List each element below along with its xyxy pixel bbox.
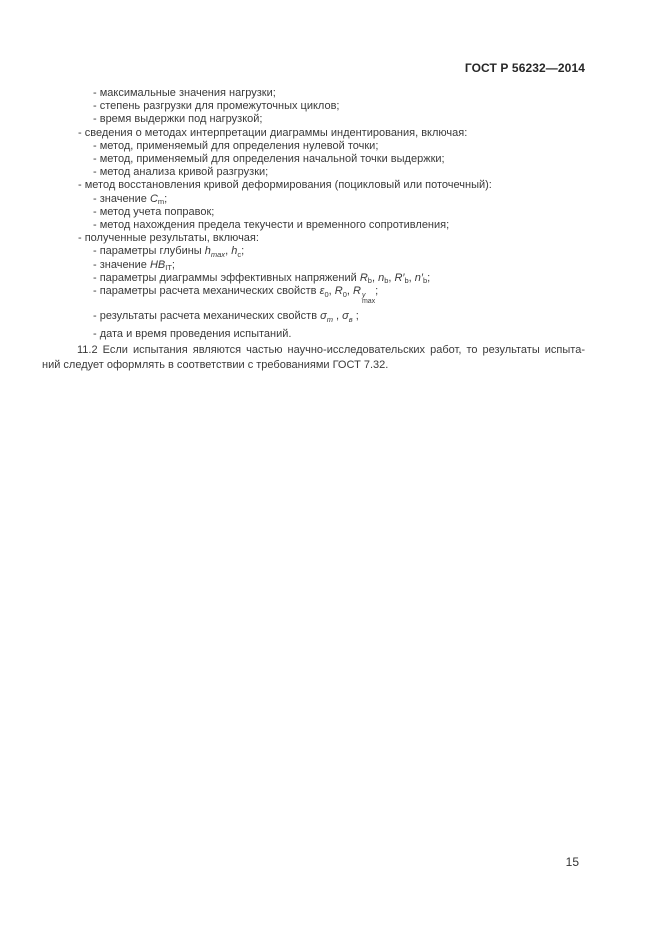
list-item [42,219,585,232]
text-segment: - метод нахождения предела текучести и временного сопротивления; [93,219,450,232]
text-segment: σ [342,310,349,323]
text-segment: , [225,245,232,258]
text-segment: - значение [93,258,150,271]
text-segment: C [149,192,158,205]
text-segment: b [422,276,428,286]
text-segment: R [359,271,368,284]
text-segment: R′ [394,271,405,284]
text-segment: ; [375,285,379,298]
text-segment: n [378,271,385,284]
text-segment: - сведения о методах интерпретации диаграммы индентирования, включая: [78,126,468,139]
text-segment: b [384,276,389,286]
text-segment: ε [319,285,325,298]
text-segment: ; [164,192,168,205]
text-segment: - метод учета поправок; [93,205,215,218]
list-item [42,153,585,166]
text-segment: max [210,249,226,259]
text-segment: ; [241,245,245,258]
text-segment: σ [320,310,327,323]
text-segment: - параметры диаграммы эффективных напряжений [93,271,360,284]
text-segment: в [348,314,353,324]
document-header-gost-number: ГОСТ Р 56232—2014 [464,61,585,75]
list-item [42,166,585,179]
text-segment: c [237,249,242,259]
list-item [42,179,585,192]
text-segment: - степень разгрузки для промежуточных циклов; [93,100,340,113]
text-segment: h [204,245,211,258]
text-segment: , [328,285,335,298]
text-segment: , [388,271,395,284]
text-segment: 0 [324,289,329,299]
text-segment: b [404,276,409,286]
text-segment: ; [427,271,431,284]
list-item [42,245,585,258]
text-segment: IT [165,263,172,273]
text-segment: m [157,197,165,207]
list-item [42,272,585,285]
list-item [42,310,585,323]
list-item [42,285,585,305]
text-segment: ; [171,258,175,271]
text-segment: - параметры глубины [93,245,205,258]
text-segment: HB [149,258,166,271]
text-segment: - метод, применяемый для определения нулевой точки; [93,139,379,152]
text-segment: т [326,314,333,324]
list-item [42,232,585,245]
list-item [42,100,585,113]
sup-sub-symbol: y max [361,292,376,306]
text-segment: - дата и время проведения испытаний. [93,328,292,341]
text-segment: h [231,245,238,258]
paragraph-11-2 [42,343,585,372]
list-block [42,87,585,341]
list-item [42,127,585,140]
text-segment: , [371,271,379,284]
text-segment: - параметры расчета механических свойств [93,285,320,298]
text-segment: - метод анализа кривой разгрузки; [93,166,269,179]
text-segment: - время выдержки под нагрузкой; [93,113,263,126]
list-item [42,113,585,126]
list-item [42,193,585,206]
text-segment: R [352,285,361,298]
text-segment: , [408,271,415,284]
text-segment: - метод, применяемый для определения начальной точки выдержки; [93,153,445,166]
text-segment: , [346,285,353,298]
list-item [42,328,585,341]
paragraph-line: 11.2 Если испытания являются частью научно-исследовательских работ, то результаты испыта- [77,344,585,357]
text-segment: - полученные результаты, включая: [78,232,259,245]
list-item [42,87,585,100]
list-item [42,259,585,272]
text-segment: - значение [93,192,150,205]
content-block [42,87,585,373]
text-segment: , [332,310,343,323]
paragraph-line: ний следует оформлять в соответствии с требованиями ГОСТ 7.32. [42,359,389,372]
text-segment: n′ [414,271,423,284]
text-segment: b [367,276,372,286]
list-item [42,140,585,153]
text-segment: - метод восстановления кривой деформирования (поцикловый или поточечный): [78,179,492,192]
text-segment: - максимальные значения нагрузки; [93,87,276,99]
text-segment: - результаты расчета механических свойств [93,310,321,323]
text-segment: 0 [342,289,347,299]
page-number: 15 [565,855,579,869]
list-item [42,206,585,219]
text-segment: ; [352,310,359,323]
text-segment: R [334,285,343,298]
